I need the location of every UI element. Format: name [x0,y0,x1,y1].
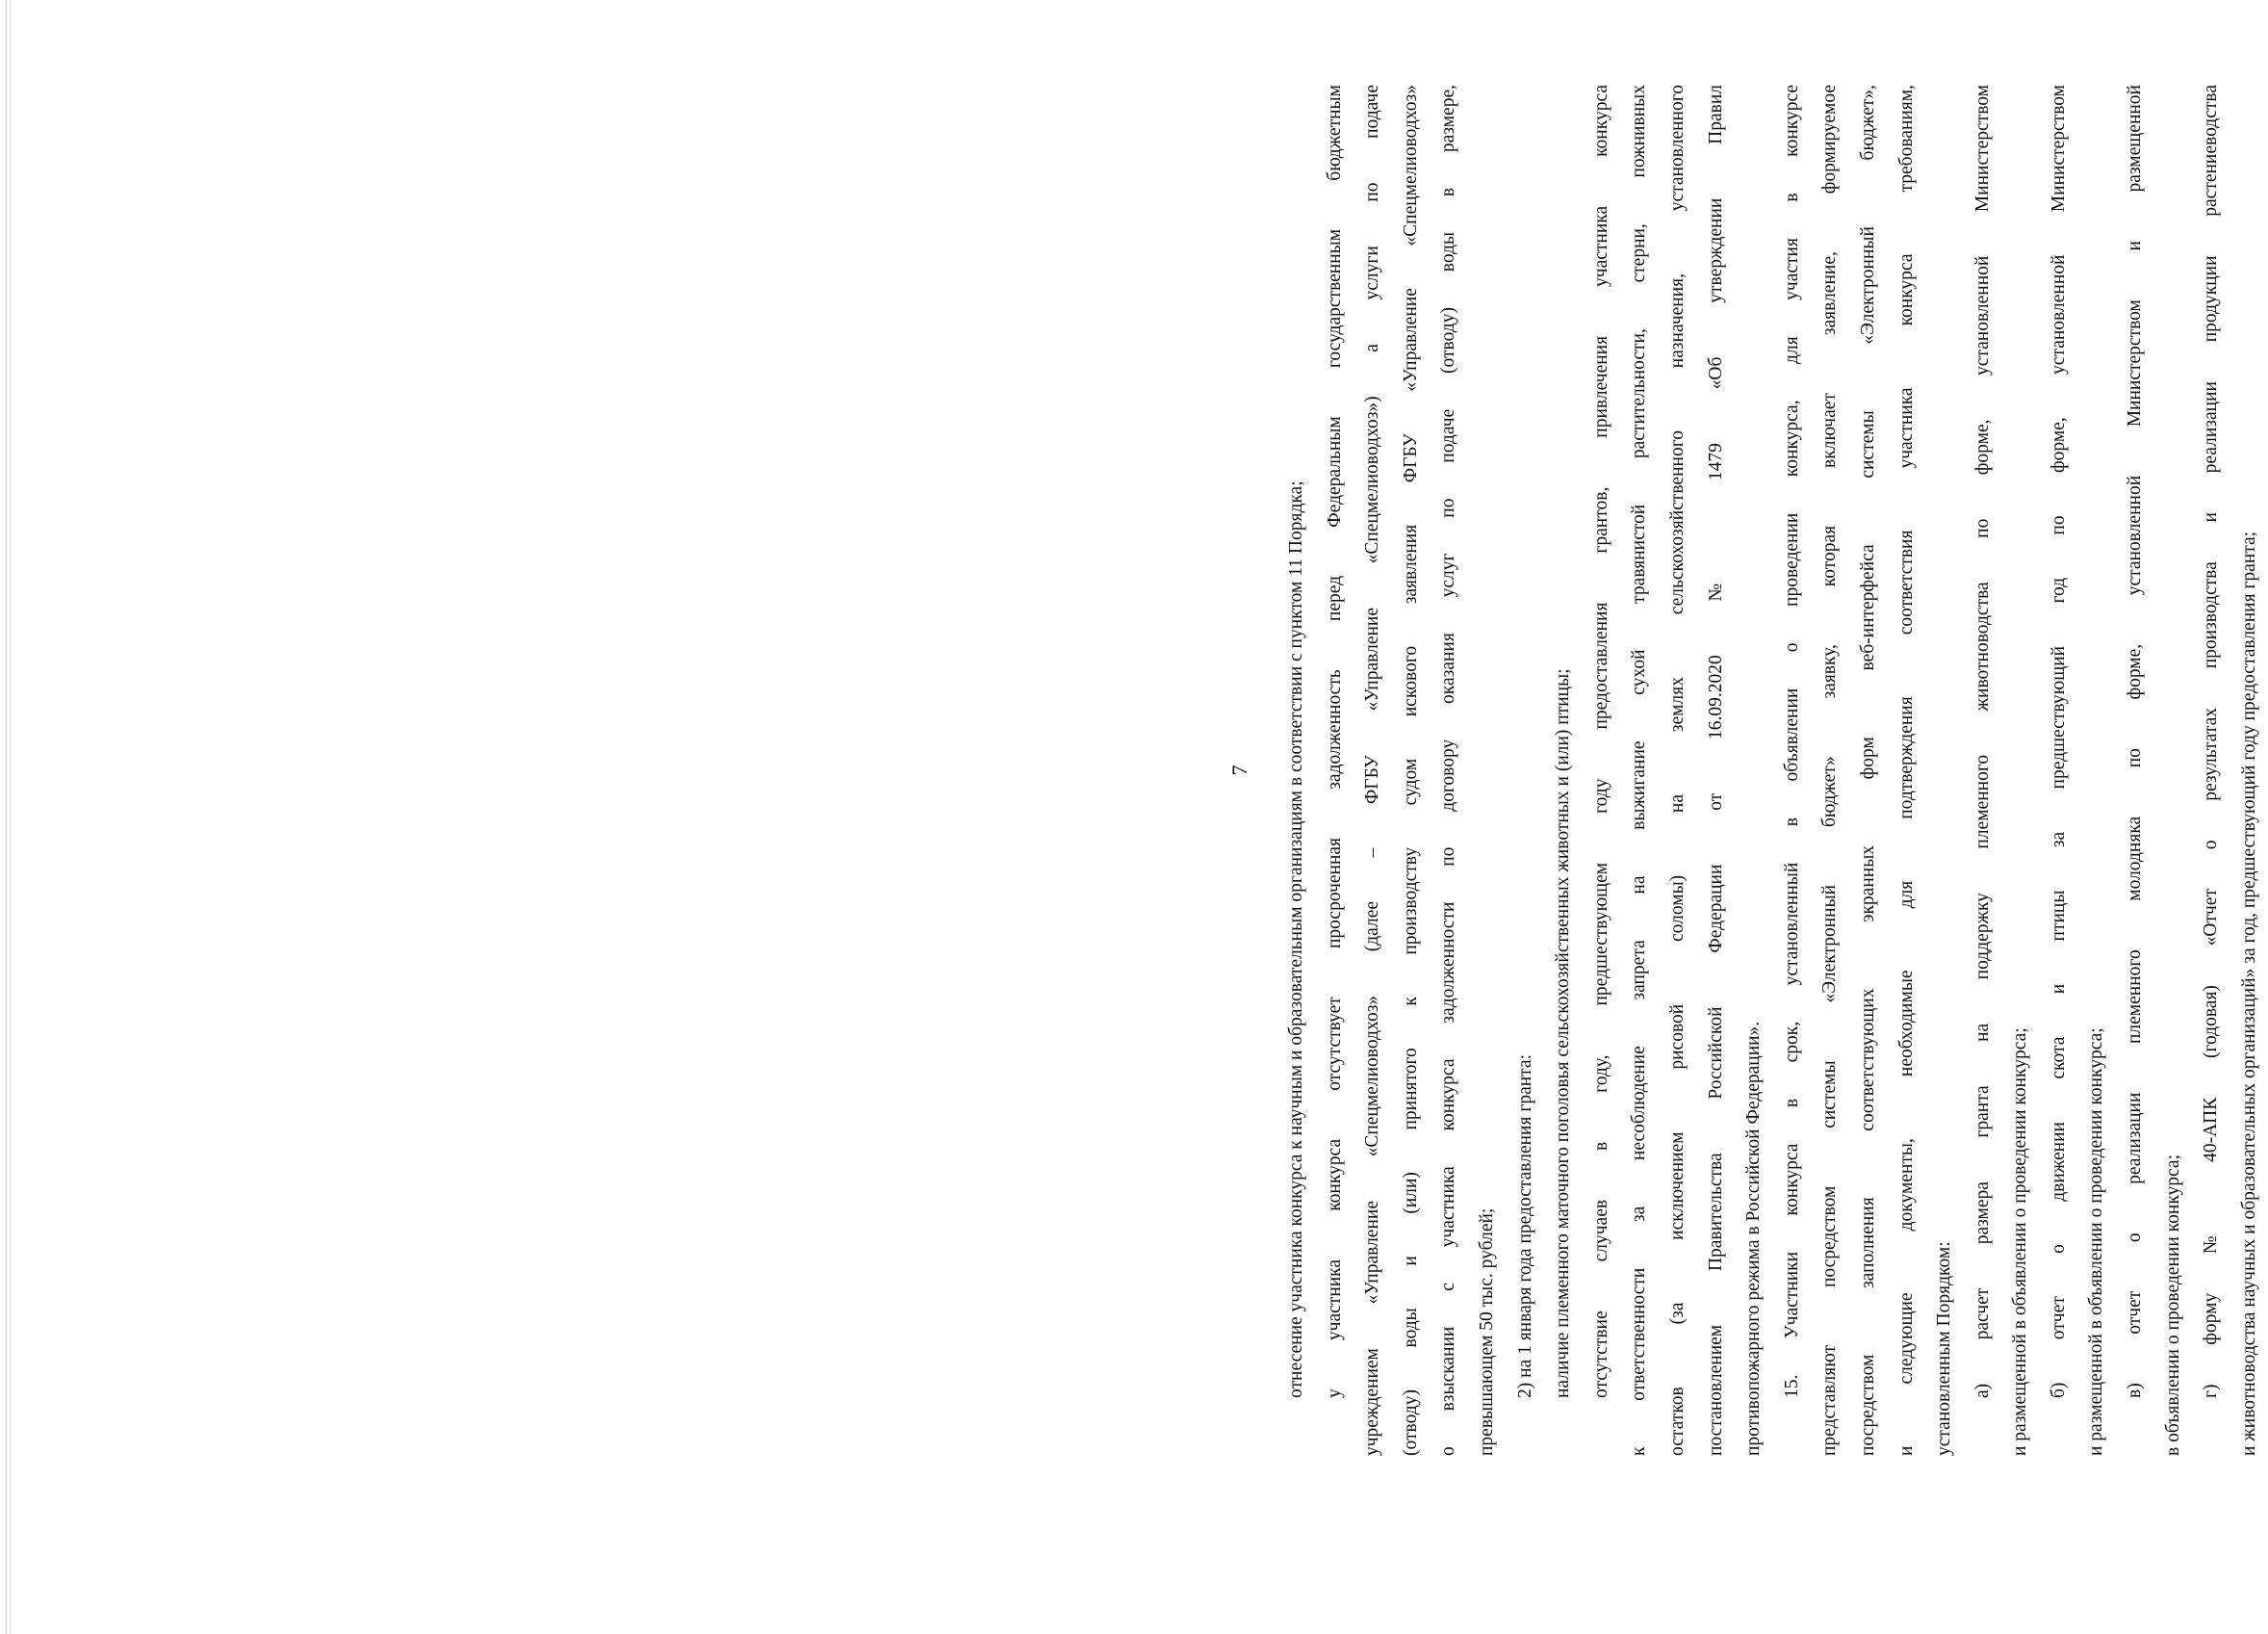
text-line: б) отчет о движении скота и птицы за предшествующий год по форме, установленной Министерством [2048,85,2069,1398]
text-line: к ответственности за несоблюдение запрета на выжигание сухой травянистой растительности, стерни, пожнивных [1629,85,1650,1456]
text-line: представляют посредством системы «Электронный бюджет» заявку, которая включает заявление, формируемое [1819,85,1841,1456]
text-line: в объявлении о проведении конкурса; [2162,1154,2183,1456]
text-line: и следующие документы, необходимые для подтверждения соответствия участника конкурса требованиям, [1895,85,1917,1456]
text-line: постановлением Правительства Российской Федерации от 16.09.2020 № 1479 «Об утверждении Правил [1705,85,1726,1456]
text-line: и размещенной в объявлении о проведении конкурса; [2010,1027,2031,1456]
text-line: а) расчет размера гранта на поддержку племенного животноводства по форме, установленной Министерством [1972,85,1993,1398]
text-line: о взыскании с участника конкурса задолженности по договору оказания услуг по подаче (отводу) воды в размере, [1438,85,1459,1456]
text-line: посредством заполнения соответствующих экранных форм веб-интерфейса системы «Электронный бюджет», [1857,85,1878,1456]
text-line: превышающем 50 тыс. рублей; [1476,1207,1497,1456]
scan-edge-line [6,0,7,1634]
text-line: установленным Порядком: [1934,1241,1955,1456]
text-line: отсутствие случаев в году, предшествующем году предоставления грантов, привлечения участника конкурса [1590,85,1611,1398]
text-line: (отводу) воды и (или) принятого к производству судом искового заявления ФГБУ «Управление «Спецмелиоводхоз» [1400,85,1421,1456]
text-line: остатков (за исключением рисовой соломы) на землях сельскохозяйственного назначения, установленного [1666,85,1688,1456]
scan-edge-line-2 [10,0,11,1634]
text-line: в) отчет о реализации племенного молодняка по форме, установленной Министерством и размещенной [2125,85,2146,1398]
rotated-document-content [1150,85,2259,1456]
text-line: и размещенной в объявлении о проведении конкурса; [2086,1027,2107,1456]
text-line: г) форму № 40-АПК (годовая) «Отчет о результатах производства и реализации продукции растениеводства [2201,85,2222,1398]
text-line: учреждением «Управление «Спецмелиоводхоз» (далее – ФГБУ «Управление «Спецмелиоводхоз») а услуги по подаче [1362,85,1383,1456]
text-line: у участника конкурса отсутствует просроченная задолженность перед Федеральным государственным бюджетным [1324,85,1345,1398]
text-line: противопожарного режима в Российской Федерации». [1743,1021,1765,1456]
page-number: 7 [1227,765,1251,776]
text-line: и животноводства научных и образовательных организаций» за год, предшествующий году предоставления гранта; [2238,531,2259,1456]
text-line: отнесение участника конкурса к научным и образовательным организациям в соответствии с пунктом 11 Порядка; [1286,480,1306,1398]
document-body [1277,85,2268,1456]
text-line: 15. Участники конкурса в срок, установленный в объявлении о проведении конкурса, для участия в конкурсе [1781,85,1802,1398]
text-line: 2) на 1 января года предоставления гранта: [1514,1054,1535,1398]
text-line: наличие племенного маточного поголовья сельскохозяйственных животных и (или) птицы; [1553,668,1574,1398]
